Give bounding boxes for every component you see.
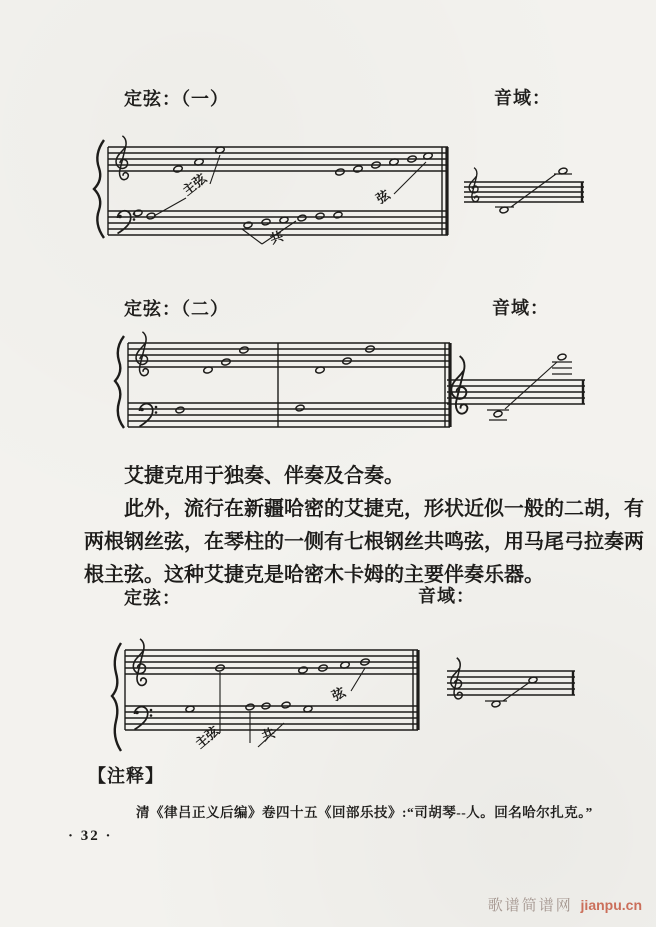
staff-lines-bottom bbox=[128, 403, 450, 427]
paragraph-line: 两根钢丝弦，在琴柱的一侧有七根钢丝共鸣弦，用马尾弓拉奏两 bbox=[84, 531, 644, 553]
brace bbox=[94, 140, 104, 238]
staff-lines bbox=[447, 380, 585, 404]
label-main-string: 主弦 bbox=[179, 170, 210, 199]
body-paragraph bbox=[84, 460, 644, 592]
staff-lines-top bbox=[128, 343, 450, 367]
paragraph-line: 艾捷克用于独奏、伴奏及合奏。 bbox=[124, 465, 404, 487]
annotation-text: 清《律吕正义后编》卷四十五《回部乐技》:“司胡琴--人。回名哈尔扎克。” bbox=[136, 805, 593, 820]
treble-clef-icon bbox=[451, 356, 467, 414]
paragraph-line: 此外，流行在新疆哈密的艾捷克，形状近似一般的二胡，有 bbox=[124, 498, 644, 520]
label-main-string: 主弦 bbox=[192, 723, 222, 752]
brace bbox=[112, 643, 121, 751]
tuning-1-label: 定弦：（一） bbox=[124, 89, 229, 109]
staff-lines-top bbox=[125, 650, 418, 674]
range-notes bbox=[491, 676, 538, 708]
tuning-3-label: 定弦： bbox=[124, 588, 181, 608]
range-staff-3 bbox=[435, 645, 585, 725]
tuning-2-label: 定弦：（二） bbox=[124, 299, 229, 319]
paragraph-line: 根主弦。这种艾捷克是哈密木卡姆的主要伴奏乐器。 bbox=[84, 564, 544, 586]
range-1-label: 音域： bbox=[494, 88, 551, 108]
tuning-notes bbox=[185, 658, 370, 713]
watermark-url: jianpu.cn bbox=[580, 897, 642, 913]
staff-lines bbox=[464, 182, 584, 202]
annotations-header: 【注释】 bbox=[88, 766, 164, 786]
watermark bbox=[488, 894, 642, 915]
label-string: 弦 bbox=[373, 186, 393, 207]
bass-clef-icon bbox=[118, 211, 136, 234]
label-string: 弦 bbox=[329, 684, 348, 704]
leader-lines bbox=[220, 668, 365, 747]
range-2-label: 音域： bbox=[492, 298, 549, 318]
range-staff-2 bbox=[435, 340, 595, 440]
watermark-site-name: 歌谱简谱网 bbox=[487, 898, 573, 914]
treble-clef-icon bbox=[451, 658, 462, 699]
notation-system-3 bbox=[108, 635, 428, 760]
staff-lines bbox=[447, 671, 575, 695]
label-sympathetic-string: 共 bbox=[259, 724, 278, 744]
range-3-label: 音域： bbox=[418, 586, 475, 606]
range-line bbox=[503, 682, 530, 701]
notation-system-1 bbox=[90, 132, 455, 250]
treble-clef-icon bbox=[136, 332, 148, 376]
label-sympathetic-string: 共 bbox=[267, 228, 286, 247]
range-staff-1 bbox=[452, 160, 592, 230]
treble-clef-icon bbox=[116, 136, 128, 180]
page-number: · 32 · bbox=[68, 828, 113, 844]
brace bbox=[115, 336, 124, 428]
notation-system-2 bbox=[112, 330, 457, 435]
